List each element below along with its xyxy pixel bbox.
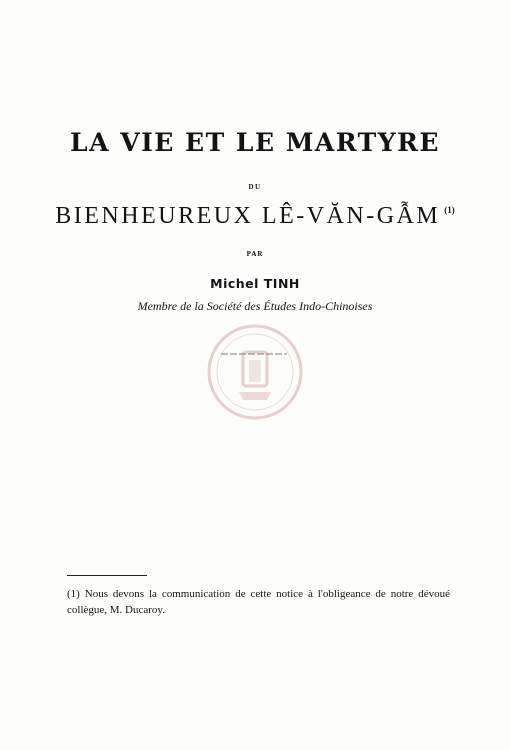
document-title: LA VIE ET LE MARTYRE — [70, 128, 440, 157]
connector-du: DU — [248, 183, 262, 191]
author-affiliation: Membre de la Société des Études Indo-Chinoises — [137, 299, 373, 313]
subject-name: BIENHEUREUX LÊ-VĂN-GẪM — [55, 203, 441, 229]
footnote-reference: (1) — [444, 205, 455, 215]
author-name: Michel TINH — [210, 276, 300, 291]
library-stamp — [205, 322, 305, 422]
subject-heading — [0, 203, 510, 230]
connector-par: PAR — [246, 250, 264, 258]
footnote-text: (1) Nous devons la communication de cette notice à l'obligeance de notre dévoué collègue, M. Ducaroy. — [67, 588, 450, 616]
footnote-separator — [67, 575, 147, 576]
